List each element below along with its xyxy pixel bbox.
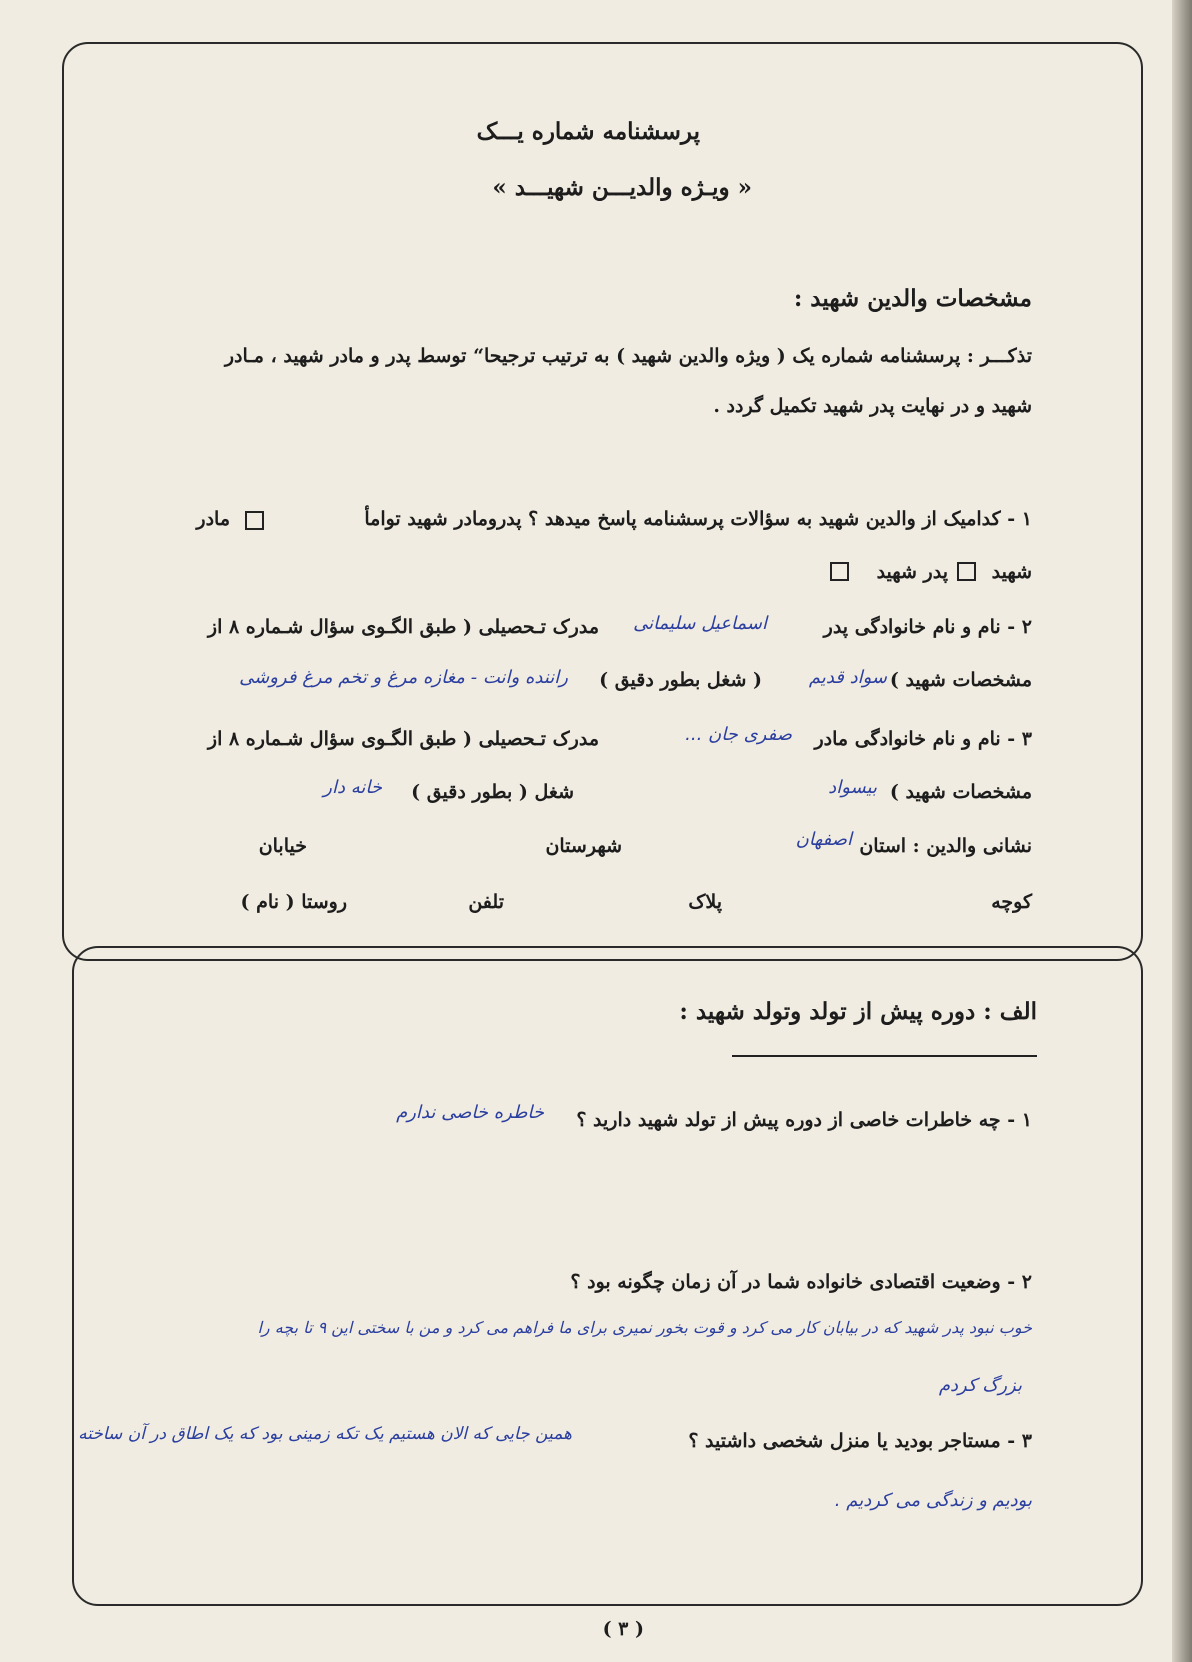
alley-label: کوچه — [991, 891, 1032, 913]
option-father-label: پدر شهید — [876, 561, 948, 583]
q1-who-answers: ۱ - کدامیک از والدین شهید به سؤالات پرسشنامه پاسخ میدهد ؟ پدرومادر شهید توامأ — [364, 508, 1032, 530]
a3-answer-line-1: همین جایی که الان هستیم یک تکه زمینی بود که یک اطاق در آن ساخته — [78, 1424, 572, 1444]
note-line-2: شهید و در نهایت پدر شهید تکمیل گردد . — [713, 395, 1032, 417]
mother-job-answer: خانه دار — [323, 777, 382, 798]
checkbox-mother[interactable] — [957, 562, 976, 581]
section-a-q1: ۱ - چه خاطرات خاصی از دوره پیش از تولد شهید دارید ؟ — [576, 1109, 1032, 1131]
q3-job-label: شغل ( بطور دقیق ) — [411, 781, 574, 803]
q2-job-label: ( شغل بطور دقیق ) — [599, 669, 762, 691]
father-job-answer: راننده وانت - مغازه مرغ و تخم مرغ فروشی — [239, 667, 568, 688]
form-title: پرسشنامه شماره یـــک — [476, 118, 700, 145]
mother-name-answer: صفری جان ... — [685, 724, 792, 745]
section-a-q3: ۳ - مستاجر بودید یا منزل شخصی داشتید ؟ — [688, 1430, 1032, 1452]
section-a-q2: ۲ - وضعیت اقتصادی خانواده شما در آن زمان چگونه بود ؟ — [570, 1271, 1032, 1293]
parents-heading: مشخصات والدین شهید : — [793, 285, 1032, 312]
option-mother-label: مادر — [196, 508, 230, 530]
book-spine-shadow — [1172, 0, 1192, 1662]
heading-underline — [732, 1055, 1037, 1057]
village-label: روستا ( نام ) — [240, 891, 347, 913]
option-mother-label-cont: شهید — [991, 561, 1032, 583]
father-name-answer: اسماعیل سلیمانی — [633, 613, 767, 634]
page-number: ( ۳ ) — [602, 1618, 644, 1640]
mother-degree-answer: بیسواد — [828, 777, 877, 798]
a3-answer-line-2: بودیم و زندگی می کردیم . — [834, 1490, 1032, 1511]
a1-answer: خاطره خاصی ندارم — [396, 1102, 544, 1123]
q2-degree-label: مدرک تـحصیلی ( طبق الگـوی سؤال شـماره ۸ از — [207, 616, 599, 638]
section-a-heading: الف : دوره پیش از تولد وتولد شهید : — [679, 998, 1037, 1025]
phone-label: تلفن — [468, 891, 504, 913]
q2-line2-label: مشخصات شهید ) — [889, 669, 1032, 691]
checkbox-both-parents[interactable] — [245, 511, 264, 530]
checkbox-father[interactable] — [830, 562, 849, 581]
note-line-1: تذکـــر : پرسشنامه شماره یک ( ویژه والدین شهید ) به ترتیب ترجیحا“ توسط پدر و مادر شهید ، مـادر — [224, 345, 1032, 367]
plate-label: پلاک — [688, 891, 722, 913]
a2-answer-line-2: بزرگ کردم — [938, 1375, 1022, 1396]
street-label: خیابان — [258, 835, 307, 857]
q3-mother-name-label: ۳ - نام و نام خانوادگی مادر — [814, 728, 1032, 750]
q2-father-name-label: ۲ - نام و نام خانوادگی پدر — [823, 616, 1032, 638]
city-label: شهرستان — [545, 835, 622, 857]
address-province-label: نشانی والدین : استان — [859, 835, 1032, 857]
q3-degree-label: مدرک تـحصیلی ( طبق الگـوی سؤال شـماره ۸ از — [207, 728, 599, 750]
a2-answer-line-1: خوب نبود پدر شهید که در بیابان کار می کرد و قوت بخور نمیری برای ما فراهم می کرد و من با سختی این ۹ تا بچه را — [257, 1318, 1032, 1337]
father-degree-answer: سواد قدیم — [808, 667, 887, 688]
form-subtitle: « ویـژه والدیـــن شهیـــد » — [492, 174, 752, 201]
q3-line2-label: مشخصات شهید ) — [889, 781, 1032, 803]
province-answer: اصفهان — [795, 829, 852, 850]
